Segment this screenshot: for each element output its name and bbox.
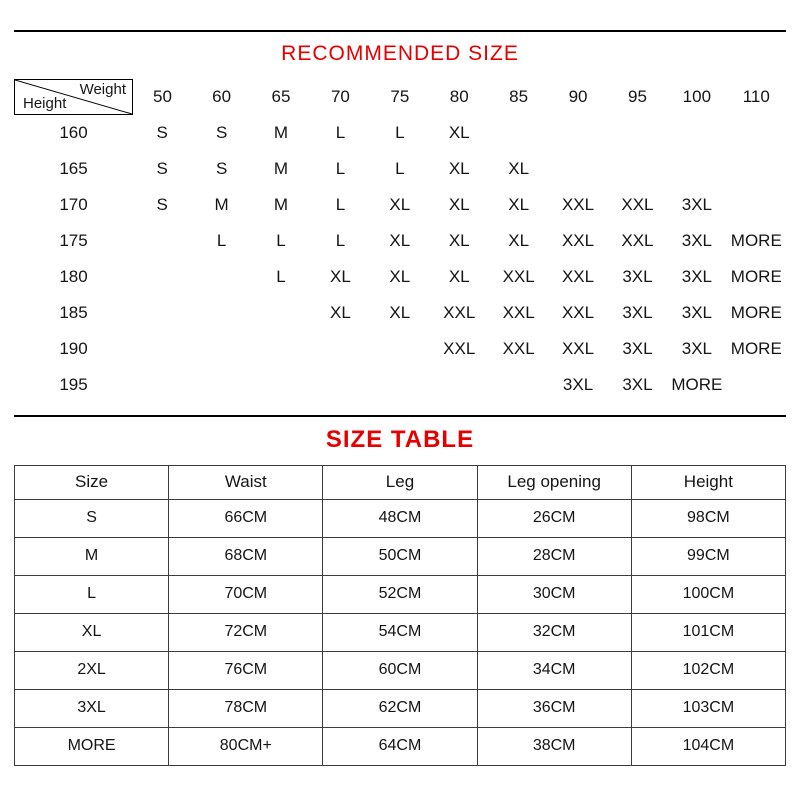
size-cell: [667, 151, 726, 187]
size-cell: 3XL: [681, 339, 712, 359]
size-table-row: [15, 689, 786, 727]
size-cell: S: [215, 159, 228, 179]
size-cell: XL: [508, 159, 530, 179]
recommended-size-row: [15, 187, 787, 223]
height-cell: 185: [59, 303, 88, 323]
measurement-cell: 98CM: [631, 499, 785, 537]
size-cell: XL: [508, 195, 530, 215]
size-cell: [370, 331, 429, 367]
size-cell: XL: [389, 231, 411, 251]
size-cell: [667, 115, 726, 152]
size-cell: XXL: [621, 231, 654, 251]
column-header-cell: Leg: [323, 465, 477, 499]
recommended-size-row: [15, 367, 787, 403]
column-header-cell: Leg opening: [477, 465, 631, 499]
measurement-cell: 100CM: [631, 575, 785, 613]
size-cell: L: [216, 231, 227, 251]
size-cell: L: [395, 159, 405, 179]
size-cell: [251, 295, 310, 331]
size-cell: XL: [448, 195, 470, 215]
measurement-cell: 30CM: [477, 575, 631, 613]
size-cell: XXL: [561, 195, 595, 215]
size-table-row: [15, 651, 786, 689]
height-cell: 180: [59, 267, 88, 287]
size-cell: M: [214, 195, 229, 215]
measurement-cell: 34CM: [477, 651, 631, 689]
size-cell: XXL: [502, 339, 535, 359]
size-cell: L: [395, 122, 405, 142]
size-cell: M: [273, 195, 289, 215]
weight-header-cell: 110: [742, 87, 770, 107]
measurement-cell: 28CM: [477, 537, 631, 575]
size-cell: [251, 367, 310, 403]
height-cell: 195: [59, 375, 88, 395]
size-cell: L: [335, 159, 346, 179]
size-cell: [192, 295, 251, 331]
size-cell: MORE: [730, 303, 782, 323]
weight-header-cell: 100: [682, 87, 712, 107]
size-cell: [489, 367, 548, 403]
size-cell: L: [335, 195, 346, 215]
size-cell: [727, 367, 786, 403]
weight-header-row: [15, 80, 787, 115]
size-cell: XXL: [561, 303, 595, 323]
size-name-cell: 2XL: [15, 651, 169, 689]
recommended-size-row: [15, 295, 787, 331]
size-cell: XL: [330, 267, 351, 287]
size-cell: [311, 367, 370, 403]
height-cell: 190: [59, 339, 88, 359]
measurement-cell: 68CM: [169, 537, 323, 575]
column-header-cell: Waist: [169, 465, 323, 499]
weight-header-cell: 65: [271, 87, 291, 107]
size-cell: 3XL: [681, 195, 712, 215]
weight-header-cell: 80: [449, 87, 469, 107]
recommended-size-row: [15, 259, 787, 295]
size-cell: 3XL: [562, 375, 594, 395]
size-table-row: [15, 499, 786, 537]
size-cell: XXL: [502, 303, 535, 323]
measurement-cell: 50CM: [323, 537, 477, 575]
size-cell: S: [215, 122, 228, 142]
size-cell: XL: [508, 231, 530, 251]
size-cell: 3XL: [681, 231, 712, 251]
size-cell: XL: [330, 303, 351, 323]
measurement-cell: 99CM: [631, 537, 785, 575]
size-cell: XXL: [502, 267, 535, 287]
weight-header-cell: 75: [390, 87, 410, 107]
size-cell: XL: [448, 267, 470, 287]
measurement-cell: 26CM: [477, 499, 631, 537]
measurement-cell: 78CM: [169, 689, 323, 727]
size-cell: [608, 151, 667, 187]
size-cell: [133, 331, 192, 367]
recommended-size-row: [15, 331, 787, 367]
measurement-cell: 72CM: [169, 613, 323, 651]
measurement-cell: 48CM: [323, 499, 477, 537]
size-name-cell: MORE: [15, 727, 169, 765]
size-measurements-table: [14, 465, 786, 766]
size-table-row: [15, 537, 786, 575]
size-cell: [727, 187, 786, 223]
weight-header-cell: 50: [152, 87, 172, 107]
measurement-cell: 60CM: [323, 651, 477, 689]
size-name-cell: 3XL: [15, 689, 169, 727]
corner-header-cell: [15, 80, 133, 115]
size-name-cell: XL: [15, 613, 169, 651]
size-cell: XL: [448, 122, 470, 142]
size-cell: [430, 367, 489, 403]
size-cell: XL: [448, 231, 470, 251]
size-cell: XXL: [443, 339, 476, 359]
height-cell: 160: [59, 123, 88, 143]
height-axis-label: Height: [23, 95, 67, 113]
size-name-cell: S: [15, 499, 169, 537]
size-cell: M: [273, 159, 289, 179]
size-header-row: [15, 465, 786, 499]
weight-header-cell: 90: [568, 87, 588, 107]
measurement-cell: 62CM: [323, 689, 477, 727]
measurement-cell: 64CM: [323, 727, 477, 765]
measurement-cell: 103CM: [631, 689, 785, 727]
measurement-cell: 104CM: [631, 727, 785, 765]
size-cell: [548, 151, 607, 187]
recommended-size-section: [14, 30, 786, 403]
size-cell: XXL: [621, 195, 654, 215]
measurement-cell: 76CM: [169, 651, 323, 689]
size-cell: [133, 259, 192, 295]
size-cell: S: [156, 195, 168, 215]
weight-header-cell: 70: [330, 87, 350, 107]
column-header-cell: Height: [631, 465, 785, 499]
size-cell: L: [335, 122, 346, 142]
size-name-cell: M: [15, 537, 169, 575]
size-cell: [133, 367, 192, 403]
measurement-cell: 54CM: [323, 613, 477, 651]
measurement-cell: 102CM: [631, 651, 785, 689]
measurement-cell: 36CM: [477, 689, 631, 727]
recommended-size-row: [15, 223, 787, 259]
size-cell: L: [335, 231, 346, 251]
size-cell: MORE: [671, 375, 723, 395]
size-cell: XL: [389, 303, 411, 323]
height-cell: 165: [59, 159, 88, 179]
size-cell: [251, 331, 310, 367]
size-table-title: SIZE TABLE: [325, 426, 475, 454]
size-cell: [608, 115, 667, 152]
size-cell: [192, 331, 251, 367]
size-cell: 3XL: [622, 267, 653, 287]
size-cell: XXL: [561, 267, 595, 287]
recommended-size-title: RECOMMENDED SIZE: [281, 42, 519, 65]
size-cell: S: [156, 159, 168, 179]
size-cell: XL: [448, 159, 470, 179]
size-table-row: [15, 613, 786, 651]
measurement-cell: 32CM: [477, 613, 631, 651]
weight-axis-label: Weight: [79, 81, 126, 99]
measurement-cell: 66CM: [169, 499, 323, 537]
size-cell: MORE: [730, 231, 782, 251]
measurement-cell: 101CM: [631, 613, 785, 651]
size-cell: XXL: [561, 339, 595, 359]
measurement-cell: 38CM: [477, 727, 631, 765]
size-name-cell: L: [15, 575, 169, 613]
column-header-cell: Size: [15, 465, 169, 499]
height-cell: 175: [59, 231, 88, 251]
size-cell: XL: [389, 195, 411, 215]
size-cell: 3XL: [622, 375, 653, 395]
section-gap: [14, 403, 786, 415]
size-cell: L: [276, 231, 286, 251]
size-table-section: [14, 415, 786, 766]
size-cell: 3XL: [681, 303, 712, 323]
size-cell: L: [276, 267, 286, 287]
size-cell: 3XL: [622, 339, 653, 359]
size-cell: 3XL: [681, 267, 712, 287]
size-cell: [133, 295, 192, 331]
recommended-size-row: [15, 151, 787, 187]
size-cell: [370, 367, 429, 403]
size-cell: [489, 115, 548, 152]
size-cell: XXL: [561, 231, 595, 251]
size-cell: M: [273, 122, 289, 142]
weight-header-cell: 60: [212, 87, 232, 107]
size-cell: MORE: [730, 267, 782, 287]
size-cell: [548, 115, 607, 152]
measurement-cell: 80CM+: [169, 727, 323, 765]
size-cell: 3XL: [622, 303, 653, 323]
size-cell: S: [156, 122, 168, 142]
size-cell: MORE: [730, 339, 782, 359]
size-cell: [192, 259, 251, 295]
size-cell: XL: [389, 267, 411, 287]
measurement-cell: 52CM: [323, 575, 477, 613]
measurement-cell: 70CM: [169, 575, 323, 613]
size-cell: [727, 115, 786, 152]
size-cell: [192, 367, 251, 403]
size-table-row: [15, 727, 786, 765]
size-cell: [311, 331, 370, 367]
size-cell: [133, 223, 192, 259]
size-cell: [727, 151, 786, 187]
height-cell: 170: [59, 195, 88, 215]
recommended-size-row: [15, 115, 787, 152]
recommended-size-table: [14, 79, 786, 403]
size-table-row: [15, 575, 786, 613]
size-cell: XXL: [443, 303, 476, 323]
weight-header-cell: 85: [509, 87, 529, 107]
weight-header-cell: 95: [627, 87, 647, 107]
